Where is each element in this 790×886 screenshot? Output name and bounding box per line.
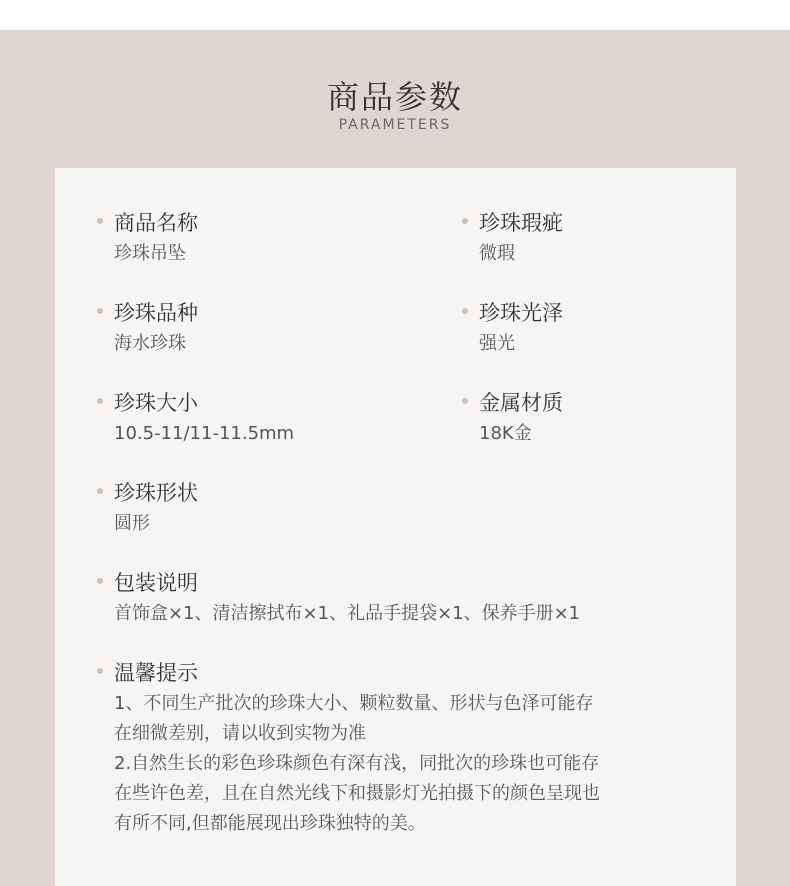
param-label: 珍珠形状 — [114, 481, 198, 505]
notice-section — [114, 660, 674, 839]
param-product-name — [114, 210, 198, 269]
param-label: 金属材质 — [479, 391, 563, 415]
notice-line: 在些许色差，且在自然光线下和摄影灯光拍摄下的颜色呈现也 — [114, 783, 600, 804]
param-pearl-size — [114, 390, 294, 449]
notice-label: 温馨提示 — [114, 661, 198, 685]
bullet-dot-icon — [97, 218, 103, 224]
bullet-dot-icon — [97, 488, 103, 494]
param-label: 商品名称 — [114, 211, 198, 235]
param-pearl-shape — [114, 480, 198, 539]
bullet-dot-icon — [462, 218, 468, 224]
param-label: 珍珠光泽 — [479, 301, 563, 325]
notice-line: 2.自然生长的彩色珍珠颜色有深有浅，同批次的珍珠也可能存 — [114, 753, 600, 774]
param-metal-material — [479, 390, 563, 449]
bullet-dot-icon — [97, 398, 103, 404]
param-value: 微瑕 — [479, 243, 515, 264]
bullet-dot-icon — [462, 308, 468, 314]
section-subtitle: PARAMETERS — [338, 117, 452, 133]
param-pearl-variety — [114, 300, 198, 359]
parameters-panel — [55, 168, 736, 886]
param-pearl-flaw — [479, 210, 563, 269]
param-label: 珍珠大小 — [114, 391, 198, 415]
param-value: 强光 — [479, 333, 515, 354]
bullet-dot-icon — [97, 668, 103, 674]
param-value: 海水珍珠 — [114, 333, 186, 354]
param-value: 珍珠吊坠 — [114, 243, 186, 264]
notice-text — [114, 689, 674, 839]
section-title: 商品参数 — [326, 78, 463, 116]
param-pearl-luster — [479, 300, 563, 359]
param-label: 珍珠品种 — [114, 301, 198, 325]
notice-line: 1、不同生产批次的珍珠大小、颗粒数量、形状与色泽可能存 — [114, 693, 594, 714]
param-value: 18K金 — [479, 423, 532, 444]
param-label: 珍珠瑕疵 — [479, 211, 563, 235]
param-value: 10.5-11/11-11.5mm — [114, 423, 295, 444]
param-value: 圆形 — [114, 513, 150, 534]
notice-line: 有所不同,但都能展现出珍珠独特的美。 — [114, 813, 426, 834]
bullet-dot-icon — [97, 578, 103, 584]
top-strip — [0, 0, 790, 30]
param-label: 包装说明 — [114, 571, 198, 595]
param-value: 首饰盒×1、清洁擦拭布×1、礼品手提袋×1、保养手册×1 — [114, 603, 581, 624]
param-packaging — [114, 570, 580, 629]
notice-line: 在细微差别，请以收到实物为准 — [114, 723, 366, 744]
bullet-dot-icon — [97, 308, 103, 314]
bullet-dot-icon — [462, 398, 468, 404]
